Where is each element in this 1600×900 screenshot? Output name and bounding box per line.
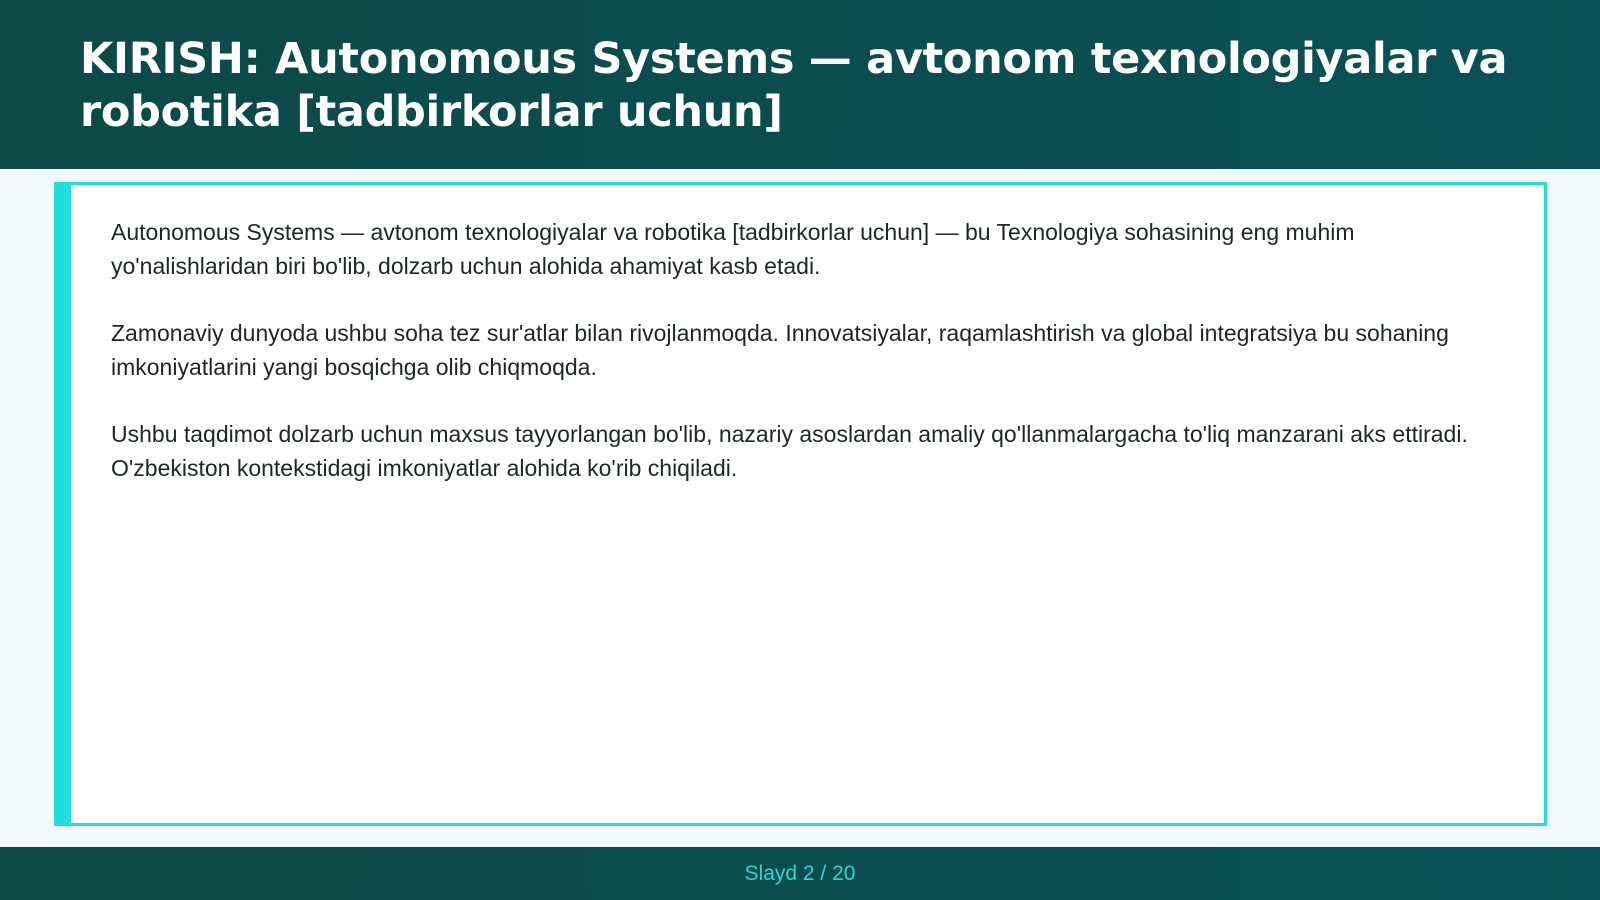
content-card (54, 182, 1547, 826)
slide-header (0, 0, 1600, 169)
intro-paragraph-1: Autonomous Systems — avtonom texnologiyalar va robotika [tadbirkorlar uchun] — bu Texnologiya sohasining eng muhim yo'nalishlaridan biri bo'lib, dolzarb uchun alohida ahamiyat kasb etadi. (111, 219, 1355, 279)
slide-counter: Slayd 2 / 20 (744, 861, 856, 885)
intro-paragraph-2: Zamonaviy dunyoda ushbu soha tez sur'atlar bilan rivojlanmoqda. Innovatsiyalar, raqamlashtirish va global integratsiya bu sohaning imkoniyatlarini yangi bosqichga olib chiqmoqda. (111, 320, 1449, 380)
intro-paragraph-3: Ushbu taqdimot dolzarb uchun maxsus tayyorlangan bo'lib, nazariy asoslardan amaliy qo'llanmalargacha to'liq manzarani aks ettiradi. O'zbekiston kontekstidagi imkoniyatlar alohida ko'rib chiqiladi. (111, 421, 1468, 481)
slide-footer (0, 847, 1600, 900)
slide-title: KIRISH: Autonomous Systems — avtonom texnologiyalar va robotika [tadbirkorlar uchun] (80, 34, 1508, 137)
